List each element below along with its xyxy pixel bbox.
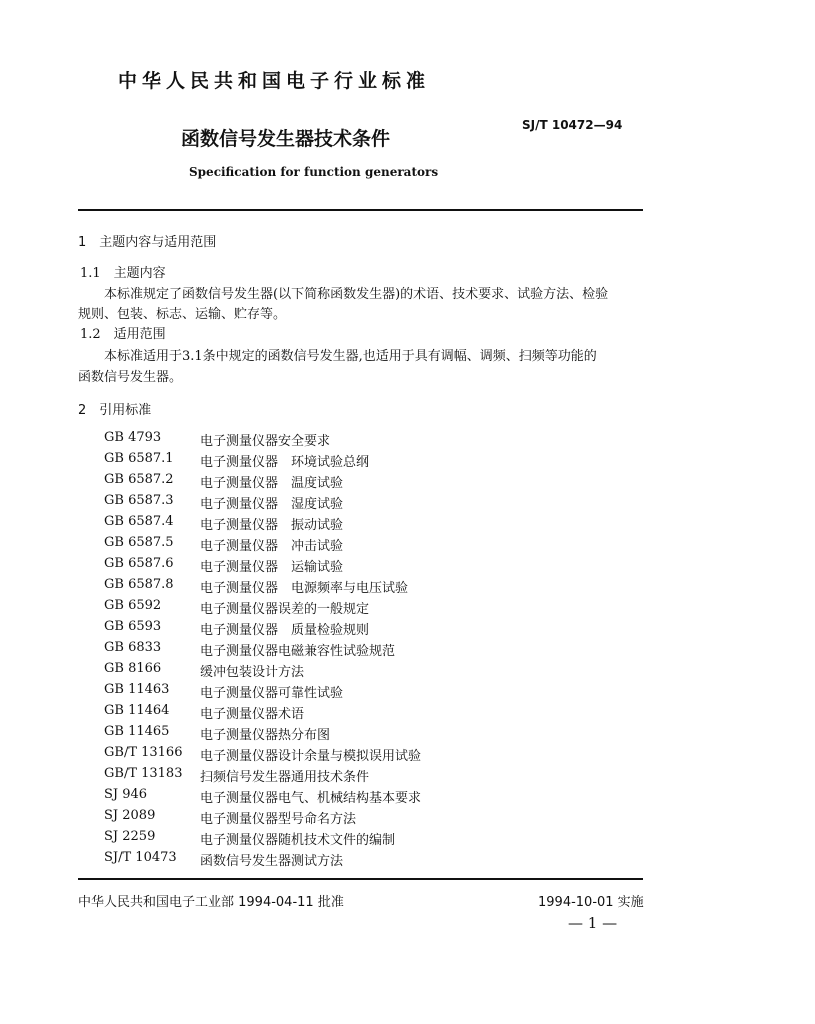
reference-code: GB 6592 (104, 598, 162, 613)
reference-name: 电子测量仪器型号命名方法 (200, 812, 357, 827)
reference-code: SJ/T 10473 (104, 850, 177, 865)
reference-row (104, 598, 464, 618)
reference-code: GB 11465 (104, 724, 170, 739)
reference-row (104, 724, 464, 744)
reference-name: 电子测量仪器 湿度试验 (200, 497, 344, 512)
reference-name: 电子测量仪器误差的一般规定 (200, 602, 370, 617)
document-title: 函数信号发生器技术条件 (181, 128, 391, 150)
reference-name: 电子测量仪器 温度试验 (200, 476, 344, 491)
reference-code: SJ 2089 (104, 808, 156, 823)
approval-statement: 中华人民共和国电子工业部 1994-04-11 批准 (78, 895, 344, 910)
reference-name: 电子测量仪器 冲击试验 (200, 539, 344, 554)
reference-code: GB 11464 (104, 703, 170, 718)
reference-code: GB 11463 (104, 682, 170, 697)
reference-row (104, 787, 464, 807)
section-1-2-text-line1: 本标准适用于3.1条中规定的函数信号发生器,也适用于具有调幅、调频、扫频等功能的 (104, 349, 597, 364)
section-1-2-heading: 1.2 适用范围 (80, 327, 166, 342)
reference-code: GB 4793 (104, 430, 162, 445)
standard-number: SJ/T 10472—94 (522, 118, 623, 132)
reference-row (104, 514, 464, 534)
reference-code: GB 6587.8 (104, 577, 174, 592)
bottom-divider (78, 878, 643, 880)
reference-code: SJ 946 (104, 787, 148, 802)
reference-code: GB 6587.5 (104, 535, 174, 550)
reference-code: GB 6833 (104, 640, 162, 655)
reference-name: 电子测量仪器可靠性试验 (200, 686, 344, 701)
section-1-heading: 1 主题内容与适用范围 (78, 235, 217, 250)
reference-name: 电子测量仪器 电源频率与电压试验 (200, 581, 409, 596)
section-1-1-heading: 1.1 主题内容 (80, 266, 166, 281)
reference-row (104, 808, 464, 828)
reference-row (104, 577, 464, 597)
reference-name: 扫频信号发生器通用技术条件 (200, 770, 370, 785)
reference-code: GB 6593 (104, 619, 162, 634)
reference-code: SJ 2259 (104, 829, 156, 844)
reference-name: 电子测量仪器术语 (200, 707, 305, 722)
reference-name: 电子测量仪器 环境试验总纲 (200, 455, 370, 470)
section-1-1-text-line1: 本标准规定了函数信号发生器(以下简称函数发生器)的术语、技术要求、试验方法、检验 (104, 287, 609, 302)
reference-name: 电子测量仪器电气、机械结构基本要求 (200, 791, 422, 806)
reference-row (104, 556, 464, 576)
reference-name: 电子测量仪器 振动试验 (200, 518, 344, 533)
section-1-2-text-line2: 函数信号发生器。 (78, 370, 183, 385)
reference-name: 电子测量仪器设计余量与模拟误用试验 (200, 749, 422, 764)
reference-row (104, 451, 464, 471)
top-divider (78, 209, 643, 211)
reference-row (104, 850, 464, 870)
reference-row (104, 535, 464, 555)
reference-row (104, 640, 464, 660)
reference-row (104, 493, 464, 513)
section-1-1-text-line2: 规则、包装、标志、运输、贮存等。 (78, 307, 287, 322)
reference-row (104, 829, 464, 849)
implementation-date: 1994-10-01 实施 (538, 895, 644, 910)
reference-code: GB 6587.1 (104, 451, 174, 466)
reference-code: GB 6587.4 (104, 514, 174, 529)
reference-row (104, 472, 464, 492)
page-number: — 1 — (568, 914, 618, 932)
reference-code: GB/T 13183 (104, 766, 183, 781)
reference-name: 电子测量仪器热分布图 (200, 728, 331, 743)
reference-name: 缓冲包装设计方法 (200, 665, 305, 680)
reference-code: GB 6587.3 (104, 493, 174, 508)
document-title-english: Specification for function generators (189, 165, 439, 179)
standard-category-heading: 中华人民共和国电子行业标准 (118, 70, 431, 92)
reference-name: 电子测量仪器 质量检验规则 (200, 623, 370, 638)
reference-row (104, 682, 464, 702)
reference-row (104, 703, 464, 723)
reference-name: 电子测量仪器安全要求 (200, 434, 331, 449)
reference-row (104, 661, 464, 681)
reference-code: GB 6587.6 (104, 556, 174, 571)
reference-code: GB 6587.2 (104, 472, 174, 487)
reference-name: 函数信号发生器测试方法 (200, 854, 344, 869)
reference-code: GB/T 13166 (104, 745, 183, 760)
reference-row (104, 619, 464, 639)
reference-name: 电子测量仪器 运输试验 (200, 560, 344, 575)
reference-row (104, 430, 464, 450)
reference-row (104, 766, 464, 786)
section-2-heading: 2 引用标准 (78, 403, 152, 418)
reference-row (104, 745, 464, 765)
reference-name: 电子测量仪器电磁兼容性试验规范 (200, 644, 396, 659)
reference-name: 电子测量仪器随机技术文件的编制 (200, 833, 396, 848)
reference-code: GB 8166 (104, 661, 162, 676)
